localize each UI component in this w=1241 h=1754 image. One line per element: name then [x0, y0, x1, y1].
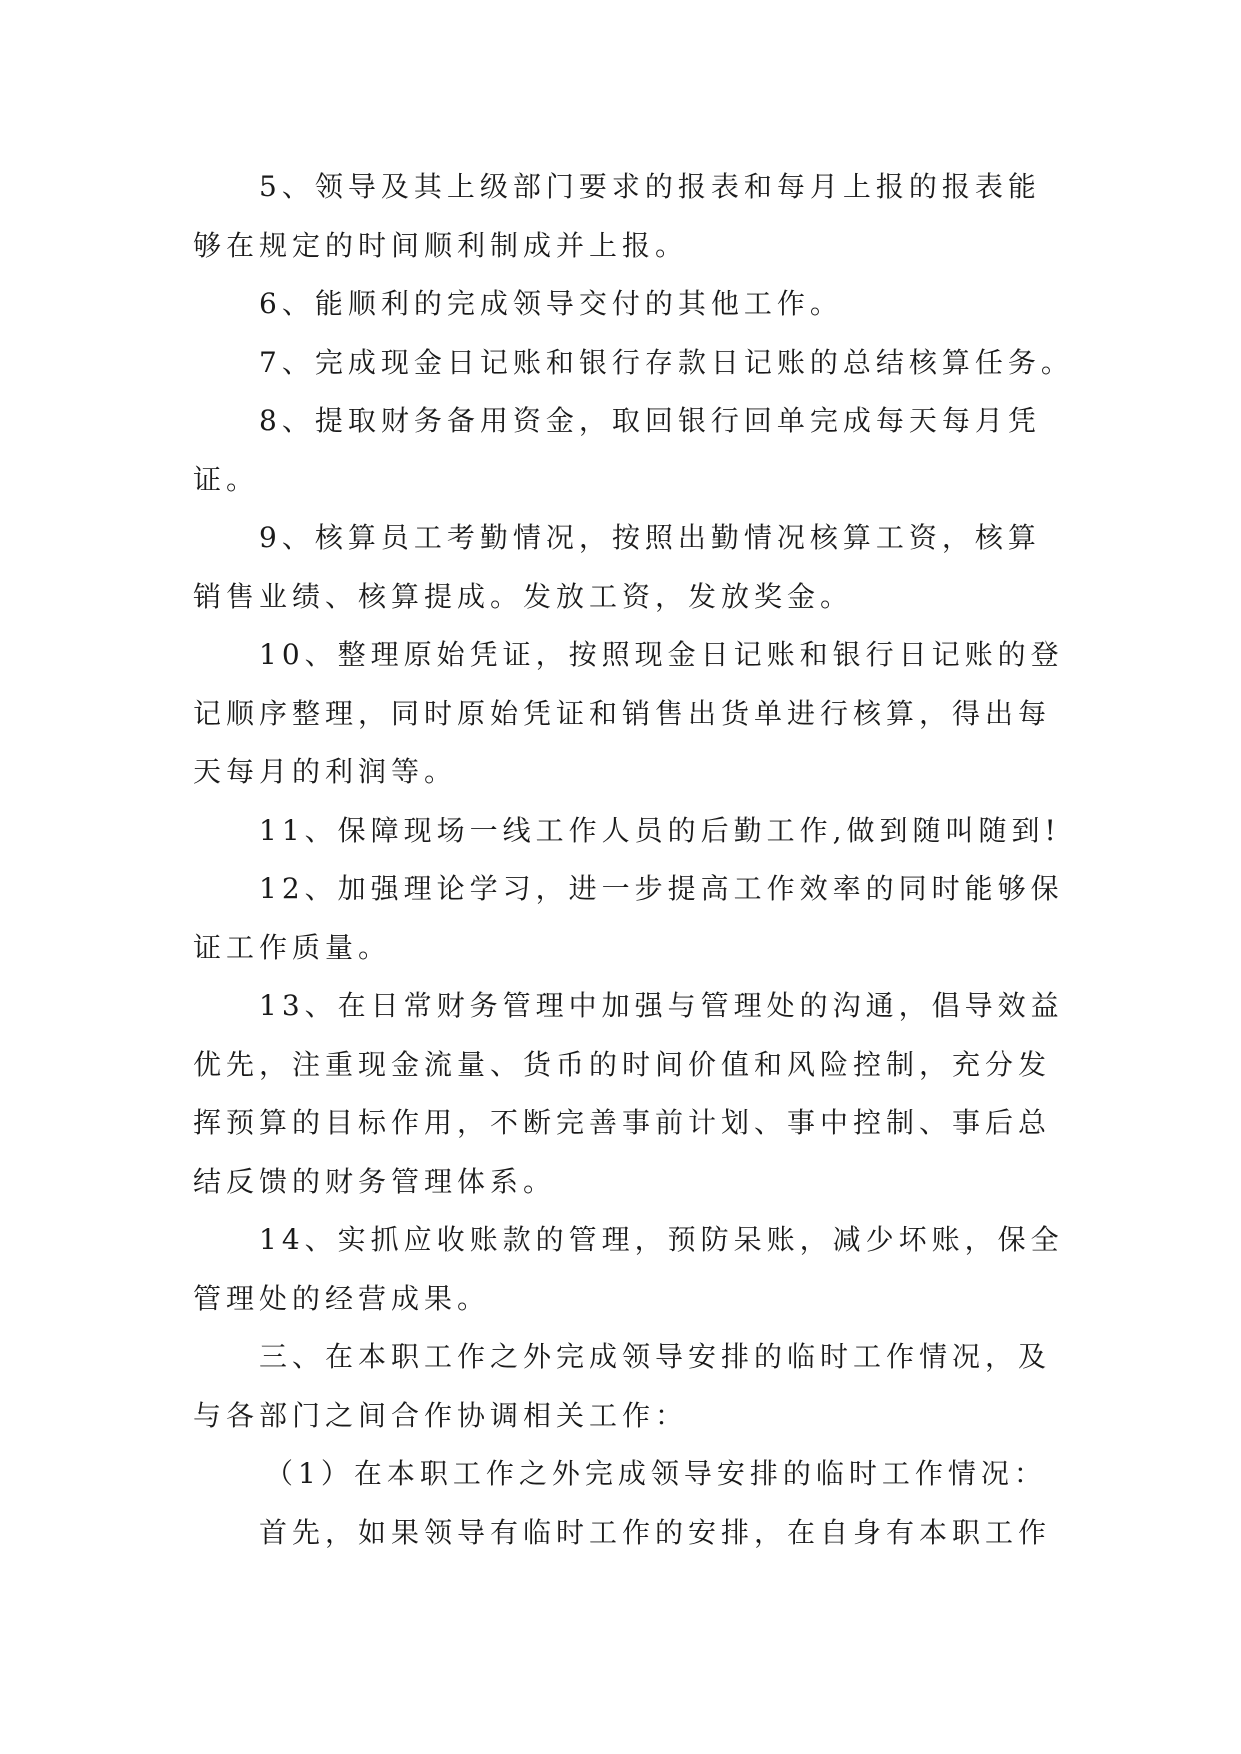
paragraph-13-line-4: 结反馈的财务管理体系。 [193, 1164, 557, 1198]
paragraph-6: 6、能顺利的完成领导交付的其他工作。 [259, 287, 843, 320]
paragraph-9-line-2: 销售业绩、核算提成。发放工资，发放奖金。 [193, 579, 854, 613]
paragraph-5-line-1: 5、领导及其上级部门要求的报表和每月上报的报表能 [259, 170, 1041, 203]
paragraph-8-line-2: 证。 [193, 462, 260, 496]
document-body [193, 158, 1074, 1562]
paragraph-12-line-1: 12、加强理论学习，进一步提高工作效率的同时能够保 [259, 872, 1064, 905]
paragraph-5-line-2: 够在规定的时间顺利制成并上报。 [193, 228, 689, 262]
paragraph-7: 7、完成现金日记账和银行存款日记账的总结核算任务。 [259, 345, 1074, 379]
paragraph-13-line-3: 挥预算的目标作用，不断完善事前计划、事中控制、事后总 [193, 1106, 1052, 1139]
paragraph-9-line-1: 9、核算员工考勤情况，按照出勤情况核算工资，核算 [259, 521, 1041, 554]
subsection-1-heading: （1）在本职工作之外完成领导安排的临时工作情况： [265, 1457, 1047, 1490]
paragraph-10-line-3: 天每月的利润等。 [193, 755, 458, 788]
paragraph-13-line-2: 优先，注重现金流量、货币的时间价值和风险控制，充分发 [193, 1047, 1052, 1081]
paragraph-13-line-1: 13、在日常财务管理中加强与管理处的沟通，倡导效益 [259, 989, 1064, 1022]
paragraph-11: 11、保障现场一线工作人员的后勤工作,做到随叫随到! [259, 813, 1061, 847]
paragraph-12-line-2: 证工作质量。 [193, 930, 392, 964]
paragraph-10-line-1: 10、整理原始凭证，按照现金日记账和银行日记账的登 [259, 638, 1064, 671]
section-3-heading-line-2: 与各部门之间合作协调相关工作： [193, 1398, 689, 1432]
paragraph-10-line-2: 记顺序整理，同时原始凭证和销售出货单进行核算，得出每 [193, 696, 1052, 730]
paragraph-8-line-1: 8、提取财务备用资金，取回银行回单完成每天每月凭 [259, 404, 1041, 437]
closing-paragraph-line-1: 首先，如果领导有临时工作的安排，在自身有本职工作 [259, 1515, 1052, 1549]
section-3-heading-line-1: 三、在本职工作之外完成领导安排的临时工作情况，及 [259, 1340, 1052, 1373]
paragraph-14-line-1: 14、实抓应收账款的管理，预防呆账，减少坏账，保全 [259, 1223, 1064, 1256]
paragraph-14-line-2: 管理处的经营成果。 [193, 1281, 491, 1315]
